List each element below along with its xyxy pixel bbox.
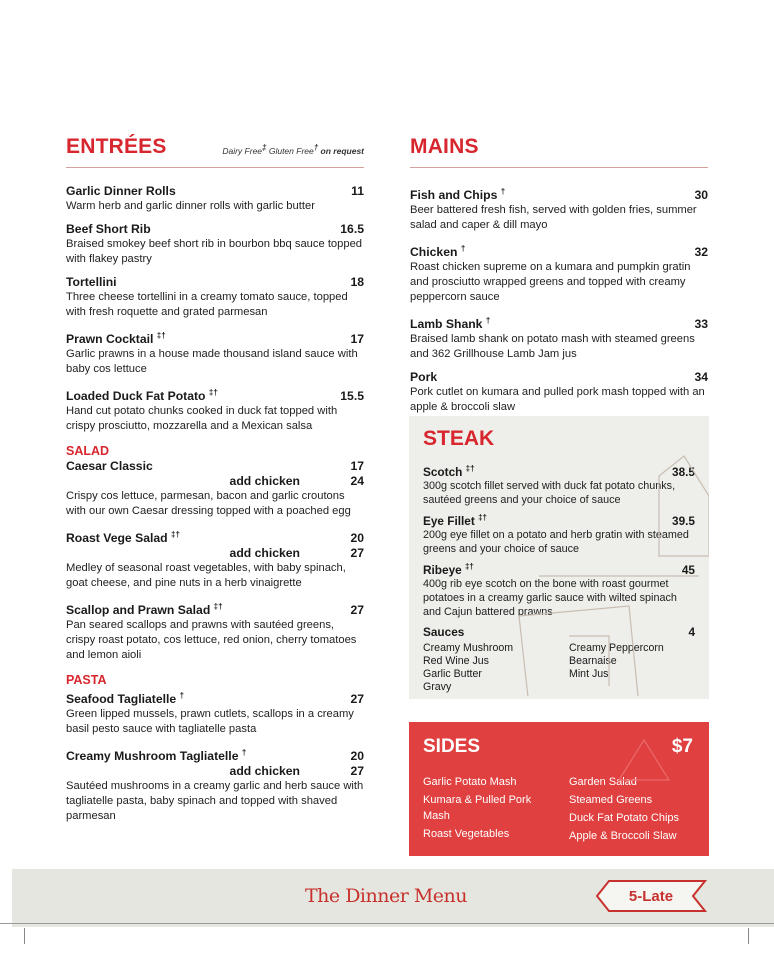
item-name: Scallop and Prawn Salad	[66, 603, 211, 618]
dietary-tag: ‡†	[465, 464, 475, 473]
sauce-item: Creamy Peppercorn	[569, 641, 664, 654]
sauce-item: Red Wine Jus	[423, 654, 489, 667]
item-name: Pork	[410, 370, 438, 385]
side-item: Apple & Broccoli Slaw	[569, 830, 677, 842]
item-name: Prawn Cocktail	[66, 332, 154, 347]
item-price: 39.5	[672, 513, 695, 528]
item-price: 16.5	[340, 222, 364, 236]
dietary-tag: ‡†	[464, 561, 474, 571]
footer-title: The Dinner Menu	[305, 885, 468, 907]
addon-label: add chicken	[229, 474, 300, 489]
dietary-tag: †	[179, 691, 185, 701]
item-name-wrap	[410, 313, 490, 332]
sauce-item: Gravy	[423, 680, 452, 693]
addon-price: 24	[350, 474, 364, 489]
addon-label: add chicken	[229, 764, 300, 779]
menu-item	[66, 385, 364, 434]
dietary-tag: †	[241, 748, 247, 758]
item-price: 18	[350, 275, 364, 289]
item-description: 200g eye fillet on a potato and herb gratin with steamed greens and your choice of sauce	[423, 528, 689, 555]
right-column	[410, 136, 708, 423]
dietary-tag: ‡†	[156, 331, 166, 340]
decorative-line-art	[509, 436, 709, 696]
side-item: Duck Fat Potato Chips	[569, 812, 680, 824]
item-name: Chicken	[410, 245, 458, 260]
item-description: Three cheese tortellini in a creamy tomato sauce, topped with fresh roquette and grated parmesan	[66, 291, 348, 318]
footer-band	[12, 869, 774, 927]
item-price: 17	[350, 332, 364, 347]
menu-item	[410, 241, 708, 305]
menu-item	[66, 222, 364, 267]
item-name: Scotch	[423, 464, 463, 479]
dietary-tag: ‡†	[208, 388, 218, 398]
item-name-wrap	[410, 241, 465, 260]
item-name-wrap	[66, 328, 166, 347]
dietary-note	[222, 143, 364, 158]
dietary-tag: †	[485, 316, 491, 326]
dairy-free-mark: ‡	[262, 143, 267, 153]
item-name: Beef Short Rib	[66, 222, 151, 236]
addon-label: add chicken	[229, 546, 300, 561]
item-price: 32	[694, 245, 708, 260]
item-price: 33	[694, 317, 708, 332]
on-request-text: on request	[318, 146, 364, 156]
item-name-wrap	[66, 599, 223, 618]
item-name: Loaded Duck Fat Potato	[66, 389, 206, 404]
item-name: Garlic Dinner Rolls	[66, 184, 176, 198]
sides-title: SIDES	[423, 736, 481, 757]
hours-badge-label: 5-Late	[628, 887, 674, 905]
menu-item	[66, 184, 364, 214]
menu-item	[66, 688, 364, 737]
item-price: 30	[694, 188, 708, 203]
addon-price: 27	[350, 764, 364, 779]
item-description: Green lipped mussels, prawn cutlets, scallops in a creamy basil pesto sauce with tagliatelle pasta	[66, 708, 354, 736]
item-description: 400g rib eye scotch on the bone with roast gourmet potatoes in a creamy garlic sauce with wilted spinach and Cajun battered prawns	[423, 577, 677, 618]
dairy-free-text: Dairy Free	[222, 146, 263, 156]
item-price: 27	[350, 603, 364, 618]
sauces-label: Sauces	[423, 624, 465, 639]
left-column	[66, 136, 364, 832]
side-item: Steamed Greens	[569, 794, 653, 806]
item-name-wrap	[66, 527, 180, 546]
steak-title: STEAK	[423, 427, 495, 450]
side-item: Garden Salad	[569, 776, 637, 788]
menu-item	[66, 745, 364, 824]
item-description: Medley of seasonal roast vegetables, with baby spinach, goat cheese, and pine nuts in a herb vinaigrette	[66, 562, 346, 590]
mains-header	[410, 136, 708, 168]
menu-item	[66, 328, 364, 377]
item-price: 20	[350, 531, 364, 546]
steak-panel	[409, 416, 709, 699]
menu-item	[66, 527, 364, 591]
item-name: Lamb Shank	[410, 317, 483, 332]
item-name-wrap	[423, 462, 475, 479]
entrees-title: ENTRÉES	[66, 135, 167, 158]
menu-item	[66, 599, 364, 663]
gluten-free-mark: †	[313, 143, 319, 153]
salad-title: SALAD	[66, 444, 110, 459]
sauce-item: Mint Jus	[569, 667, 609, 680]
item-name-wrap	[410, 184, 505, 203]
dietary-tag: ‡†	[213, 602, 223, 612]
side-item: Garlic Potato Mash	[423, 776, 517, 788]
decorative-line-art	[599, 730, 679, 790]
page-edge-tick	[24, 928, 25, 944]
item-name-wrap	[66, 688, 184, 707]
item-description: Crispy cos lettuce, parmesan, bacon and garlic croutons with our own Caesar dressing topped with a poached egg	[66, 490, 351, 518]
item-description: Braised smokey beef short rib in bourbon bbq sauce topped with flakey pastry	[66, 238, 363, 265]
item-name: Creamy Mushroom Tagliatelle	[66, 749, 239, 764]
sides-price: $7	[671, 736, 693, 757]
item-price: 15.5	[340, 389, 364, 404]
item-description: Sautéed mushrooms in a creamy garlic and herb sauce with tagliatelle pasta, baby spinach and topped with shaved parmesan	[66, 780, 364, 823]
hours-badge	[595, 879, 707, 913]
item-name: Caesar Classic	[66, 459, 153, 474]
sauce-item: Creamy Mushroom	[423, 641, 514, 654]
item-price: 17	[350, 459, 364, 474]
entrees-header	[66, 136, 364, 168]
dietary-tag: ‡†	[171, 530, 180, 540]
item-description: Beer battered fresh fish, served with golden fries, summer salad and caper & dill mayo	[410, 204, 697, 232]
item-name: Eye Fillet	[423, 513, 475, 528]
item-name-wrap	[423, 511, 487, 528]
pasta-title: PASTA	[66, 673, 107, 688]
sauce-item: Bearnaise	[569, 654, 617, 667]
item-description: 300g scotch fillet served with duck fat potato chunks, sautéed greens and your choice of sauce	[423, 479, 676, 506]
page-edge-tick	[748, 928, 749, 944]
item-price: 38.5	[672, 464, 695, 479]
menu-item	[66, 275, 364, 320]
item-description: Pan seared scallops and prawns with sautéed greens, crispy roast potato, cos lettuce, red onion, cherry tomatoes and lemon aioli	[66, 619, 357, 662]
gluten-free-text: Gluten Free	[266, 146, 314, 156]
item-description: Pork cutlet on kumara and pulled pork mash topped with an apple & broccoli slaw	[410, 386, 705, 414]
menu-item	[410, 370, 708, 415]
item-name-wrap	[66, 745, 246, 764]
side-item: Kumara & Pulled Pork Mash	[423, 794, 532, 822]
item-description: Braised lamb shank on potato mash with steamed greens and 362 Grillhouse Lamb Jam jus	[410, 333, 695, 361]
menu-item	[410, 313, 708, 362]
side-item: Roast Vegetables	[423, 828, 510, 840]
addon-price: 27	[350, 546, 364, 561]
item-price: 34	[694, 370, 708, 385]
dietary-tag: †	[500, 187, 506, 196]
item-price: 27	[350, 692, 364, 707]
item-price: 45	[681, 562, 695, 577]
sauces-price: 4	[688, 624, 695, 639]
item-price: 20	[350, 749, 364, 764]
item-description: Roast chicken supreme on a kumara and pumpkin gratin and prosciutto wrapped greens and topped with creamy peppercorn sauce	[410, 261, 691, 304]
item-description: Hand cut potato chunks cooked in duck fat topped with crispy prosciutto, mozzarella and a Mexican salsa	[66, 405, 338, 433]
item-name: Tortellini	[66, 275, 117, 289]
item-price: 11	[351, 184, 364, 198]
mains-title: MAINS	[410, 135, 479, 158]
item-name: Ribeye	[423, 562, 462, 577]
dietary-tag: †	[460, 244, 466, 254]
item-description: Warm herb and garlic dinner rolls with garlic butter	[66, 200, 315, 212]
item-name: Roast Vege Salad	[66, 531, 168, 546]
menu-item	[410, 184, 708, 233]
menu-item	[66, 459, 364, 519]
item-description: Garlic prawns in a house made thousand island sauce with baby cos lettuce	[66, 348, 358, 376]
item-name-wrap	[66, 385, 218, 404]
item-name: Seafood Tagliatelle	[66, 692, 177, 707]
dietary-tag: ‡†	[478, 512, 487, 522]
item-name: Fish and Chips	[410, 188, 498, 203]
sides-panel	[409, 722, 709, 856]
item-name-wrap	[423, 560, 474, 577]
sauce-item: Garlic Butter	[423, 667, 482, 680]
page-edge-line	[0, 923, 774, 924]
sides-col-left	[423, 774, 569, 846]
